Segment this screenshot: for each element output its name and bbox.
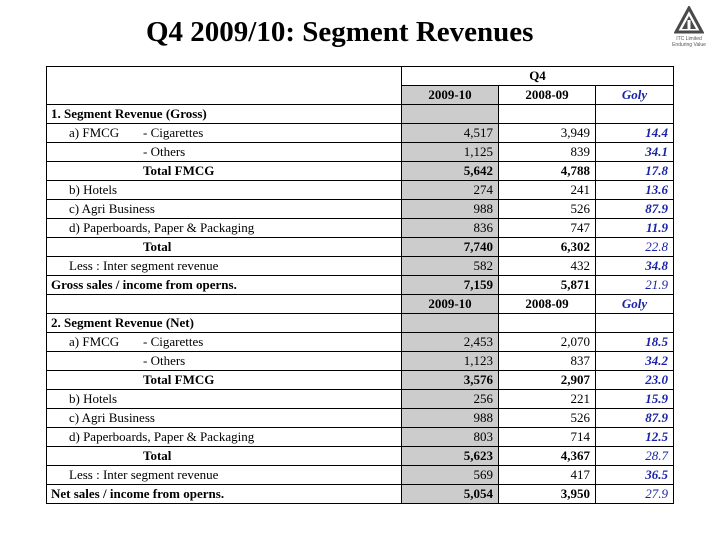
value-2008-09: 6,302 bbox=[499, 238, 596, 257]
gross-section-title: 1. Segment Revenue (Gross) bbox=[47, 105, 402, 124]
value-goly: 27.9 bbox=[596, 485, 674, 504]
page-title: Q4 2009/10: Segment Revenues bbox=[146, 16, 534, 48]
table-row bbox=[47, 200, 674, 219]
table-row bbox=[47, 238, 674, 257]
value-goly: 15.9 bbox=[596, 390, 674, 409]
row-label-sub: Total bbox=[143, 239, 172, 254]
table-row bbox=[47, 352, 674, 371]
value-2008-09: 3,949 bbox=[499, 124, 596, 143]
logo-tagline: Enduring Value bbox=[672, 42, 706, 48]
row-label bbox=[47, 352, 402, 371]
row-label-category: d) Paperboards, Paper & Packaging bbox=[69, 429, 255, 444]
value-2009-10: 1,123 bbox=[402, 352, 499, 371]
value-2009-10: 5,623 bbox=[402, 447, 499, 466]
value-2009-10: 7,740 bbox=[402, 238, 499, 257]
row-label bbox=[47, 200, 402, 219]
net-section-title-row bbox=[47, 314, 674, 333]
row-label-sub: - Others bbox=[143, 353, 186, 368]
row-label-sub: - Cigarettes bbox=[143, 334, 204, 349]
value-2008-09: 839 bbox=[499, 143, 596, 162]
table-row bbox=[47, 466, 674, 485]
value-2009-10: 3,576 bbox=[402, 371, 499, 390]
value-goly: 13.6 bbox=[596, 181, 674, 200]
table-row bbox=[47, 181, 674, 200]
row-label bbox=[47, 485, 402, 504]
row-label-category: Less : Inter segment revenue bbox=[69, 258, 219, 273]
row-label bbox=[47, 181, 402, 200]
table-row bbox=[47, 428, 674, 447]
value-2009-10: 256 bbox=[402, 390, 499, 409]
value-2008-09: 2,070 bbox=[499, 333, 596, 352]
table-row bbox=[47, 333, 674, 352]
value-2008-09: 714 bbox=[499, 428, 596, 447]
row-label-category: d) Paperboards, Paper & Packaging bbox=[69, 220, 255, 235]
value-2008-09: 241 bbox=[499, 181, 596, 200]
row-label-category: Gross sales / income from operns. bbox=[51, 277, 237, 292]
itc-logo-icon bbox=[674, 6, 704, 36]
value-2008-09: 4,788 bbox=[499, 162, 596, 181]
value-2009-10: 582 bbox=[402, 257, 499, 276]
q4-header: Q4 bbox=[402, 67, 674, 86]
value-goly: 12.5 bbox=[596, 428, 674, 447]
value-2008-09: 2,907 bbox=[499, 371, 596, 390]
row-label-category: Net sales / income from operns. bbox=[51, 486, 225, 501]
header-row-years bbox=[47, 86, 674, 105]
row-label-category: b) Hotels bbox=[69, 391, 118, 406]
col-goly-header: Goly bbox=[596, 295, 674, 314]
row-label-category: Less : Inter segment revenue bbox=[69, 467, 219, 482]
row-label-sub: - Cigarettes bbox=[143, 125, 204, 140]
row-label bbox=[47, 409, 402, 428]
row-label bbox=[47, 371, 402, 390]
value-2009-10: 1,125 bbox=[402, 143, 499, 162]
net-section-title: 2. Segment Revenue (Net) bbox=[47, 314, 402, 333]
value-goly: 18.5 bbox=[596, 333, 674, 352]
table-row bbox=[47, 485, 674, 504]
value-goly: 34.2 bbox=[596, 352, 674, 371]
value-2009-10: 988 bbox=[402, 200, 499, 219]
value-goly: 28.7 bbox=[596, 447, 674, 466]
value-goly: 87.9 bbox=[596, 409, 674, 428]
value-2008-09: 3,950 bbox=[499, 485, 596, 504]
value-2008-09: 4,367 bbox=[499, 447, 596, 466]
table-row bbox=[47, 257, 674, 276]
table-row bbox=[47, 143, 674, 162]
value-goly: 22.8 bbox=[596, 238, 674, 257]
row-label bbox=[47, 162, 402, 181]
row-label bbox=[47, 447, 402, 466]
value-goly: 14.4 bbox=[596, 124, 674, 143]
value-2009-10: 2,453 bbox=[402, 333, 499, 352]
value-goly: 23.0 bbox=[596, 371, 674, 390]
col-2009-header: 2009-10 bbox=[402, 295, 499, 314]
value-goly: 87.9 bbox=[596, 200, 674, 219]
row-label bbox=[47, 428, 402, 447]
value-2009-10: 988 bbox=[402, 409, 499, 428]
value-2008-09: 526 bbox=[499, 409, 596, 428]
gross-section-title-row bbox=[47, 105, 674, 124]
col-2008-header: 2008-09 bbox=[499, 86, 596, 105]
value-goly: 34.8 bbox=[596, 257, 674, 276]
row-label bbox=[47, 257, 402, 276]
row-label-category: c) Agri Business bbox=[69, 410, 155, 425]
value-goly: 34.1 bbox=[596, 143, 674, 162]
header-row-q4 bbox=[47, 67, 674, 86]
value-2008-09: 837 bbox=[499, 352, 596, 371]
row-label-sub: Total bbox=[143, 448, 172, 463]
header-row-years-net bbox=[47, 295, 674, 314]
value-2009-10: 5,642 bbox=[402, 162, 499, 181]
value-2009-10: 803 bbox=[402, 428, 499, 447]
value-2008-09: 747 bbox=[499, 219, 596, 238]
table-row bbox=[47, 276, 674, 295]
table-row bbox=[47, 162, 674, 181]
row-label bbox=[47, 333, 402, 352]
row-label bbox=[47, 276, 402, 295]
value-goly: 11.9 bbox=[596, 219, 674, 238]
row-label-category: a) FMCG bbox=[69, 334, 120, 349]
value-2009-10: 836 bbox=[402, 219, 499, 238]
row-label-category: c) Agri Business bbox=[69, 201, 155, 216]
row-label-category: b) Hotels bbox=[69, 182, 118, 197]
row-label bbox=[47, 124, 402, 143]
value-2008-09: 5,871 bbox=[499, 276, 596, 295]
value-2009-10: 4,517 bbox=[402, 124, 499, 143]
col-goly-header: Goly bbox=[596, 86, 674, 105]
row-label bbox=[47, 238, 402, 257]
logo-caption: ITC Limited bbox=[676, 36, 702, 42]
value-2009-10: 7,159 bbox=[402, 276, 499, 295]
value-goly: 21.9 bbox=[596, 276, 674, 295]
table-row bbox=[47, 447, 674, 466]
value-goly: 36.5 bbox=[596, 466, 674, 485]
value-2009-10: 274 bbox=[402, 181, 499, 200]
row-label-category: a) FMCG bbox=[69, 125, 120, 140]
col-2009-header: 2009-10 bbox=[402, 86, 499, 105]
value-2008-09: 526 bbox=[499, 200, 596, 219]
row-label bbox=[47, 390, 402, 409]
table-row bbox=[47, 409, 674, 428]
table-row bbox=[47, 219, 674, 238]
table-row bbox=[47, 390, 674, 409]
value-goly: 17.8 bbox=[596, 162, 674, 181]
value-2009-10: 569 bbox=[402, 466, 499, 485]
value-2008-09: 221 bbox=[499, 390, 596, 409]
row-label-sub: Total FMCG bbox=[143, 163, 215, 178]
segment-revenue-table bbox=[46, 66, 674, 504]
value-2009-10: 5,054 bbox=[402, 485, 499, 504]
row-label-sub: Total FMCG bbox=[143, 372, 215, 387]
row-label bbox=[47, 219, 402, 238]
row-label-sub: - Others bbox=[143, 144, 186, 159]
value-2008-09: 432 bbox=[499, 257, 596, 276]
value-2008-09: 417 bbox=[499, 466, 596, 485]
table-row bbox=[47, 371, 674, 390]
col-2008-header: 2008-09 bbox=[499, 295, 596, 314]
company-logo bbox=[664, 6, 714, 50]
row-label bbox=[47, 466, 402, 485]
table-row bbox=[47, 124, 674, 143]
row-label bbox=[47, 143, 402, 162]
